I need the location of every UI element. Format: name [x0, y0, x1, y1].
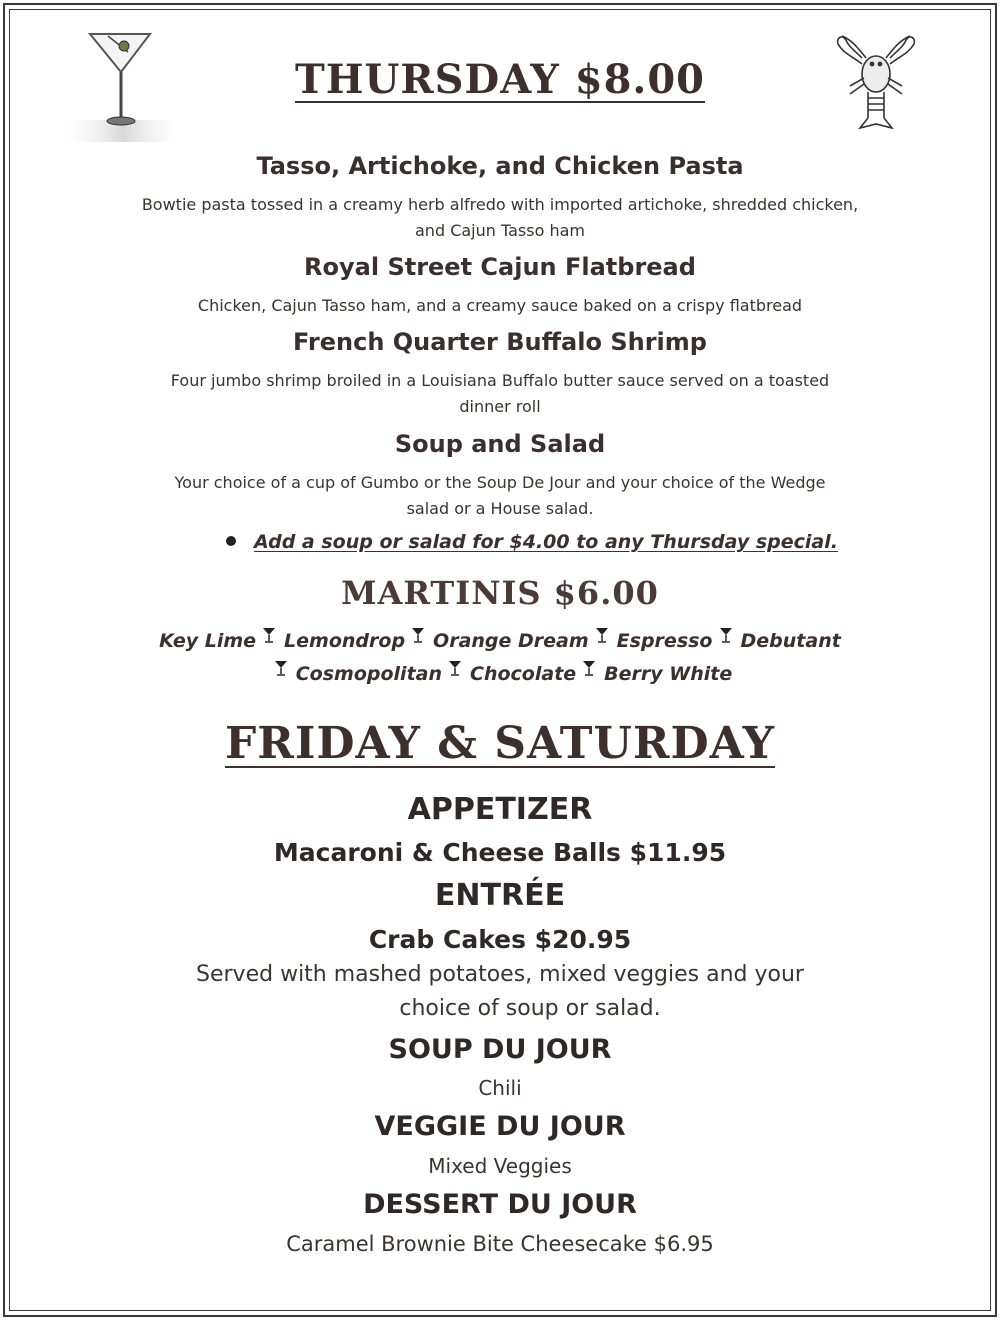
item-desc-shrimp: Four jumbo shrimp broiled in a Louisiana Buffalo butter sauce served on a toasted dinner roll [170, 371, 830, 416]
martini-glass-icon [448, 659, 462, 681]
item-title-soup-salad: Soup and Salad [394, 430, 606, 458]
martini-flavor: Key Lime [159, 630, 257, 652]
dessert-item: Caramel Brownie Bite Cheesecake $6.95 [286, 1232, 714, 1256]
weekend-heading: FRIDAY & SATURDAY [225, 718, 775, 769]
item-title-flatbread: Royal Street Cajun Flatbread [304, 253, 696, 281]
martini-glass-icon [274, 659, 288, 681]
item-title-pasta: Tasso, Artichoke, and Chicken Pasta [256, 152, 744, 180]
martini-flavors-line-1 [0, 626, 1000, 652]
martini-glass-icon [719, 626, 733, 648]
martini-glass-icon [582, 659, 596, 681]
soup-item: Chili [478, 1076, 522, 1100]
martini-flavor: Cosmopolitan [295, 663, 443, 685]
entree-label: ENTRÉE [434, 878, 566, 913]
item-desc-soup-salad: Your choice of a cup of Gumbo or the Soup De Jour and your choice of the Wedge salad or a House salad. [174, 473, 826, 518]
item-title-shrimp: French Quarter Buffalo Shrimp [293, 328, 707, 356]
martini-glass-icon [262, 626, 276, 648]
thursday-heading: THURSDAY $8.00 [294, 56, 706, 103]
item-desc-flatbread: Chicken, Cajun Tasso ham, and a creamy sauce baked on a crispy flatbread [197, 296, 803, 315]
soup-label: SOUP DU JOUR [388, 1034, 612, 1065]
martini-flavors-line-2 [0, 659, 1000, 685]
martini-glass-icon [411, 626, 425, 648]
martini-flavor: Berry White [604, 663, 733, 685]
veggie-item: Mixed Veggies [428, 1154, 572, 1178]
martini-flavor: Orange Dream [433, 630, 589, 652]
martini-flavor: Espresso [616, 630, 713, 652]
appetizer-label: APPETIZER [407, 792, 593, 827]
special-note: Add a soup or salad for $4.00 to any Thursday special. [254, 531, 838, 553]
bullet-icon [226, 536, 236, 546]
entree-desc-line-2: choice of soup or salad. [399, 996, 661, 1021]
martini-flavor: Chocolate [470, 663, 577, 685]
martinis-heading: MARTINIS $6.00 [341, 574, 659, 612]
veggie-label: VEGGIE DU JOUR [374, 1111, 626, 1142]
appetizer-item: Macaroni & Cheese Balls $11.95 [273, 838, 727, 867]
entree-desc-line-1: Served with mashed potatoes, mixed veggies and your [196, 962, 804, 987]
item-desc-pasta: Bowtie pasta tossed in a creamy herb alfredo with imported artichoke, shredded chicken, and Cajun Tasso ham [141, 195, 859, 240]
dessert-label: DESSERT DU JOUR [363, 1189, 637, 1220]
entree-item: Crab Cakes $20.95 [368, 925, 632, 954]
martini-flavor: Debutant [740, 630, 841, 652]
martini-flavor: Lemondrop [284, 630, 406, 652]
martini-glass-icon [595, 626, 609, 648]
